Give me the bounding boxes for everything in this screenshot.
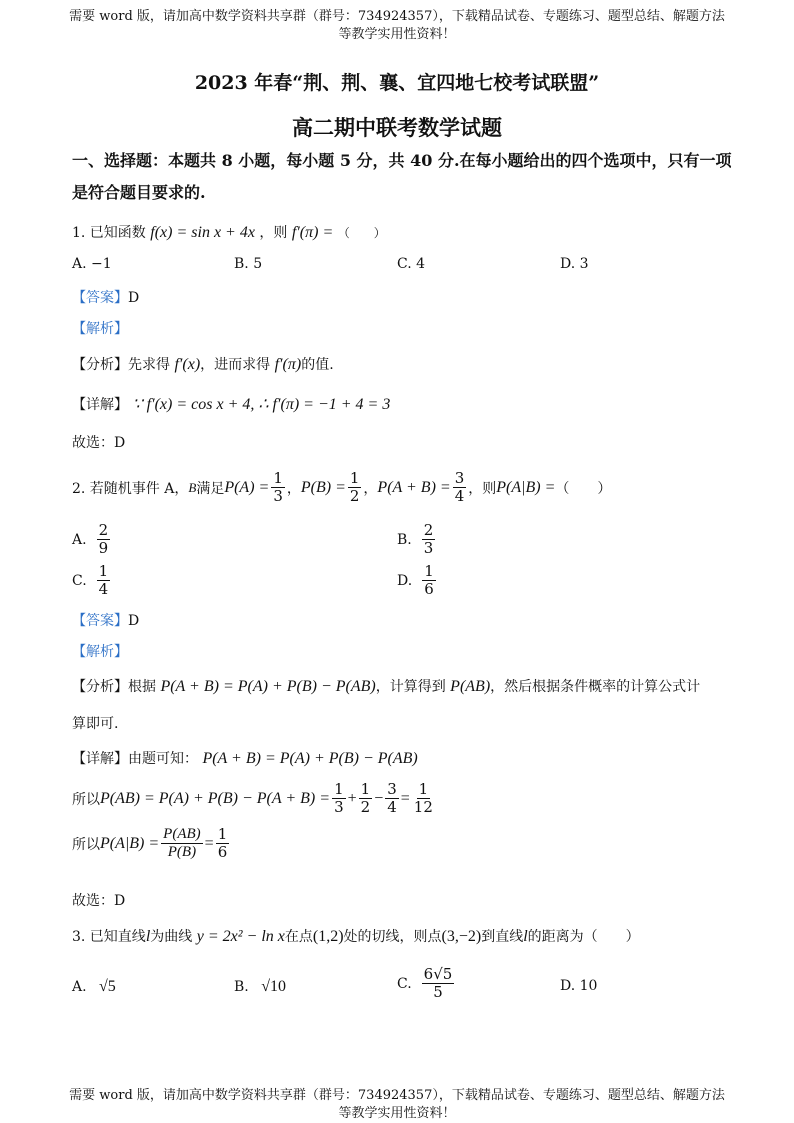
q1-ask: f′(π) = (291, 224, 334, 241)
q2-line3-frac (161, 826, 202, 861)
q2-fenxi-tag: 【分析】 (72, 679, 128, 695)
q2-event-b: B (188, 479, 197, 495)
q2-pab-num: 3 (454, 469, 465, 487)
q2-pab: P(A + B) = (377, 478, 451, 496)
q2-option-b-label: B. (397, 531, 412, 548)
q1-fenxi-text1: 先求得 (128, 357, 170, 373)
section-heading: 一、选择题：本题共 8 小题，每小题 5 分，共 40 分.在每小题给出的四个选项中，只有一项是符合题目要求的. (72, 151, 732, 202)
q3-option-b-label: B. (234, 979, 249, 995)
q3-stem (72, 926, 640, 946)
q3-option-b (234, 978, 286, 996)
q1-choose: 故选：D (72, 435, 126, 451)
q2-fenxi-text2: ，计算得到 (375, 679, 446, 695)
q2-option-c (72, 563, 112, 598)
q1-fenxi-math2: f′(π) (274, 356, 302, 373)
q2-line2-frac-1-den: 3 (334, 798, 344, 816)
q2-stem (72, 470, 611, 505)
q3-stem-d: 到直线 (481, 929, 524, 945)
q2-option-c-num: 1 (98, 562, 109, 580)
q2-option-a (72, 522, 112, 557)
q2-detail-text: 由题可知： (128, 751, 198, 767)
q1-stem (72, 222, 386, 242)
q1-paren: （ ） (337, 226, 386, 240)
header-line-1: 需要 word 版，请加高中数学资料共享群（群号：734924357），下载精品试卷、专题练习、题型总结、解题方法 (69, 9, 725, 24)
q2-pb-num: 1 (349, 469, 360, 487)
q1-detail-tag: 【详解】 (72, 397, 128, 413)
q2-fenxi-math2: P(AB) (450, 678, 491, 695)
q2-pa-fraction (271, 470, 285, 505)
q3-option-d: D. 10 (560, 978, 598, 994)
q1-detail-math: ∵ f′(x) = cos x + 4, ∴ f′(π) = −1 + 4 = 3 (132, 396, 391, 413)
q2-line2-frac-3-num: 3 (387, 780, 397, 798)
q2-pa-num: 1 (273, 469, 283, 487)
q1-fenxi-text2: ，进而求得 (200, 357, 271, 373)
q2-line3-den: P(B) (167, 844, 197, 860)
page-header (0, 8, 794, 44)
q2-fenxi-math1: P(A + B) = P(A) + P(B) − P(AB) (160, 678, 376, 695)
q2-option-a-label: A. (72, 531, 87, 548)
q3-option-a-value: √5 (99, 978, 116, 995)
q2-option-c-label: C. (72, 572, 87, 589)
q2-option-d-label: D. (397, 572, 413, 589)
q1-answer-value: D (128, 290, 140, 306)
q3-stem-b: 在点 (284, 929, 313, 945)
q2-line2-frac-1 (332, 781, 346, 816)
q2-line3-res-num: 1 (217, 825, 228, 843)
q2-option-a-den: 9 (98, 539, 109, 557)
q2-fenxi-text3: ，然后根据条件概率的计算公式计 (490, 679, 701, 695)
q1-answer (72, 287, 139, 307)
q2-line2-math: P(AB) = P(A) + P(B) − P(A + B) = (100, 789, 331, 807)
q2-option-d-den: 6 (424, 580, 434, 598)
q2-option-a-fraction (97, 522, 111, 557)
q2-line2-frac-3 (385, 781, 399, 816)
q3-option-c-num: 6√5 (423, 965, 453, 983)
q2-option-d-num: 1 (424, 562, 434, 580)
footer-line-2: 等教学实用性资料！ (338, 1106, 456, 1121)
q2-ask-prefix: ，则 (468, 480, 497, 497)
header-line-2: 等教学实用性资料！ (338, 27, 456, 42)
q2-line3-math: P(A|B) = (100, 834, 160, 852)
q1-answer-tag: 【答案】 (72, 290, 128, 306)
q1-option-b: B. 5 (234, 256, 263, 272)
q3-stem-e: 的距离为（ ） (527, 929, 640, 945)
q2-detail-line3 (72, 826, 231, 861)
q3-option-a-label: A. (72, 979, 87, 995)
q1-function: f(x) = sin x + 4x (150, 224, 255, 241)
q1-option-d: D. 3 (560, 256, 589, 272)
q2-answer (72, 610, 139, 630)
q1-option-c: C. 4 (397, 256, 426, 272)
q1-detail (72, 394, 390, 414)
q2-line3-res-den: 6 (217, 843, 228, 861)
q2-analysis-tag: 【解析】 (72, 644, 128, 660)
q2-paren: （ ） (555, 480, 612, 497)
q2-ask: P(A|B) = (496, 478, 556, 496)
q1-fenxi (72, 354, 334, 374)
q2-pb-fraction (348, 470, 362, 505)
q2-detail-tag: 【详解】 (72, 751, 128, 767)
q2-fenxi-text1: 根据 (128, 679, 156, 695)
exam-title: 2023 年春“荆、荆、襄、宜四地七校考试联盟” (194, 72, 600, 94)
q3-option-c (397, 966, 456, 1001)
q2-stem-prefix: 2. 若随机事件 A， (72, 480, 189, 497)
q3-point-1: (1,2) (312, 928, 344, 945)
q2-detail (72, 748, 418, 768)
q2-option-a-num: 2 (98, 521, 109, 539)
q3-option-c-fraction (422, 966, 455, 1001)
q2-option-c-fraction (97, 563, 111, 598)
q2-line2-op-2: − (374, 789, 384, 807)
q2-stem-mid: 满足 (196, 480, 225, 497)
q2-line2-frac-1-num: 1 (334, 780, 344, 798)
q2-sep-1: ， (286, 480, 301, 497)
exam-subtitle: 高二期中联考数学试题 (292, 115, 502, 140)
q2-pa: P(A) = (224, 478, 270, 496)
q1-analysis-tag: 【解析】 (72, 321, 128, 337)
q2-line2-frac-2 (359, 781, 373, 816)
q2-option-b (397, 522, 437, 557)
q2-line3-res (216, 826, 230, 861)
q1-fenxi-math1: f′(x) (174, 356, 201, 373)
q1-stem-mid: ，则 (259, 225, 288, 241)
q2-pb-den: 2 (349, 487, 360, 505)
page-footer (0, 1087, 794, 1123)
q2-pa-den: 3 (273, 487, 283, 505)
q3-stem-c: 处的切线，则点 (343, 929, 442, 945)
q2-line3-prefix: 所以 (72, 836, 100, 853)
q2-pab-fraction (453, 470, 467, 505)
q3-curve: y = 2x² − ln x (196, 928, 285, 945)
q2-option-b-den: 3 (423, 539, 434, 557)
q1-fenxi-text3: 的值. (301, 357, 334, 373)
q2-line2-frac-4-den: 12 (413, 798, 433, 816)
q3-point-2: (3,−2) (441, 928, 482, 945)
q2-detail-math: P(A + B) = P(A) + P(B) − P(AB) (202, 750, 418, 767)
q2-line2-frac-3-den: 4 (387, 798, 397, 816)
q2-choose: 故选：D (72, 893, 126, 909)
q1-fenxi-tag: 【分析】 (72, 357, 128, 373)
q2-detail-line2 (72, 781, 437, 816)
q2-line2-frac-2-num: 1 (360, 780, 371, 798)
q1-stem-prefix: 1. 已知函数 (72, 225, 146, 241)
footer-line-1: 需要 word 版，请加高中数学资料共享群（群号：734924357），下载精品试卷、专题练习、题型总结、解题方法 (69, 1088, 725, 1103)
q3-option-a (72, 978, 116, 996)
q3-line-l: l (145, 928, 151, 945)
q2-option-d (397, 563, 438, 598)
q2-option-d-fraction (422, 563, 436, 598)
q2-line2-frac-2-den: 2 (360, 798, 371, 816)
q3-stem-a: 为曲线 (150, 929, 193, 945)
q2-answer-value: D (128, 613, 140, 629)
q3-option-c-label: C. (397, 975, 412, 992)
q2-option-b-fraction (422, 522, 436, 557)
q2-line2-op-3: = (400, 789, 410, 807)
q2-option-b-num: 2 (423, 521, 434, 539)
q3-option-b-value: √10 (261, 978, 286, 995)
q2-line3-num: P(AB) (163, 826, 201, 842)
q2-line2-frac-4 (412, 781, 435, 816)
q2-line2-prefix: 所以 (72, 791, 100, 808)
q2-pb: P(B) = (300, 478, 346, 496)
q2-option-c-den: 4 (98, 580, 109, 598)
q3-stem-prefix: 3. 已知直线 (72, 929, 146, 945)
q2-fenxi-cont: 算即可. (72, 716, 119, 732)
q2-fenxi (72, 676, 700, 696)
q2-line3-eq: = (204, 834, 214, 852)
q2-line2-frac-4-num: 1 (418, 780, 429, 798)
q2-pab-den: 4 (454, 487, 465, 505)
q1-option-a: A. −1 (72, 256, 112, 272)
q2-answer-tag: 【答案】 (72, 613, 128, 629)
q3-line-l-2: l (523, 928, 528, 945)
q3-option-c-den: 5 (433, 983, 443, 1001)
q2-line2-op-1: + (347, 789, 357, 807)
q2-sep-2: ， (363, 480, 378, 497)
